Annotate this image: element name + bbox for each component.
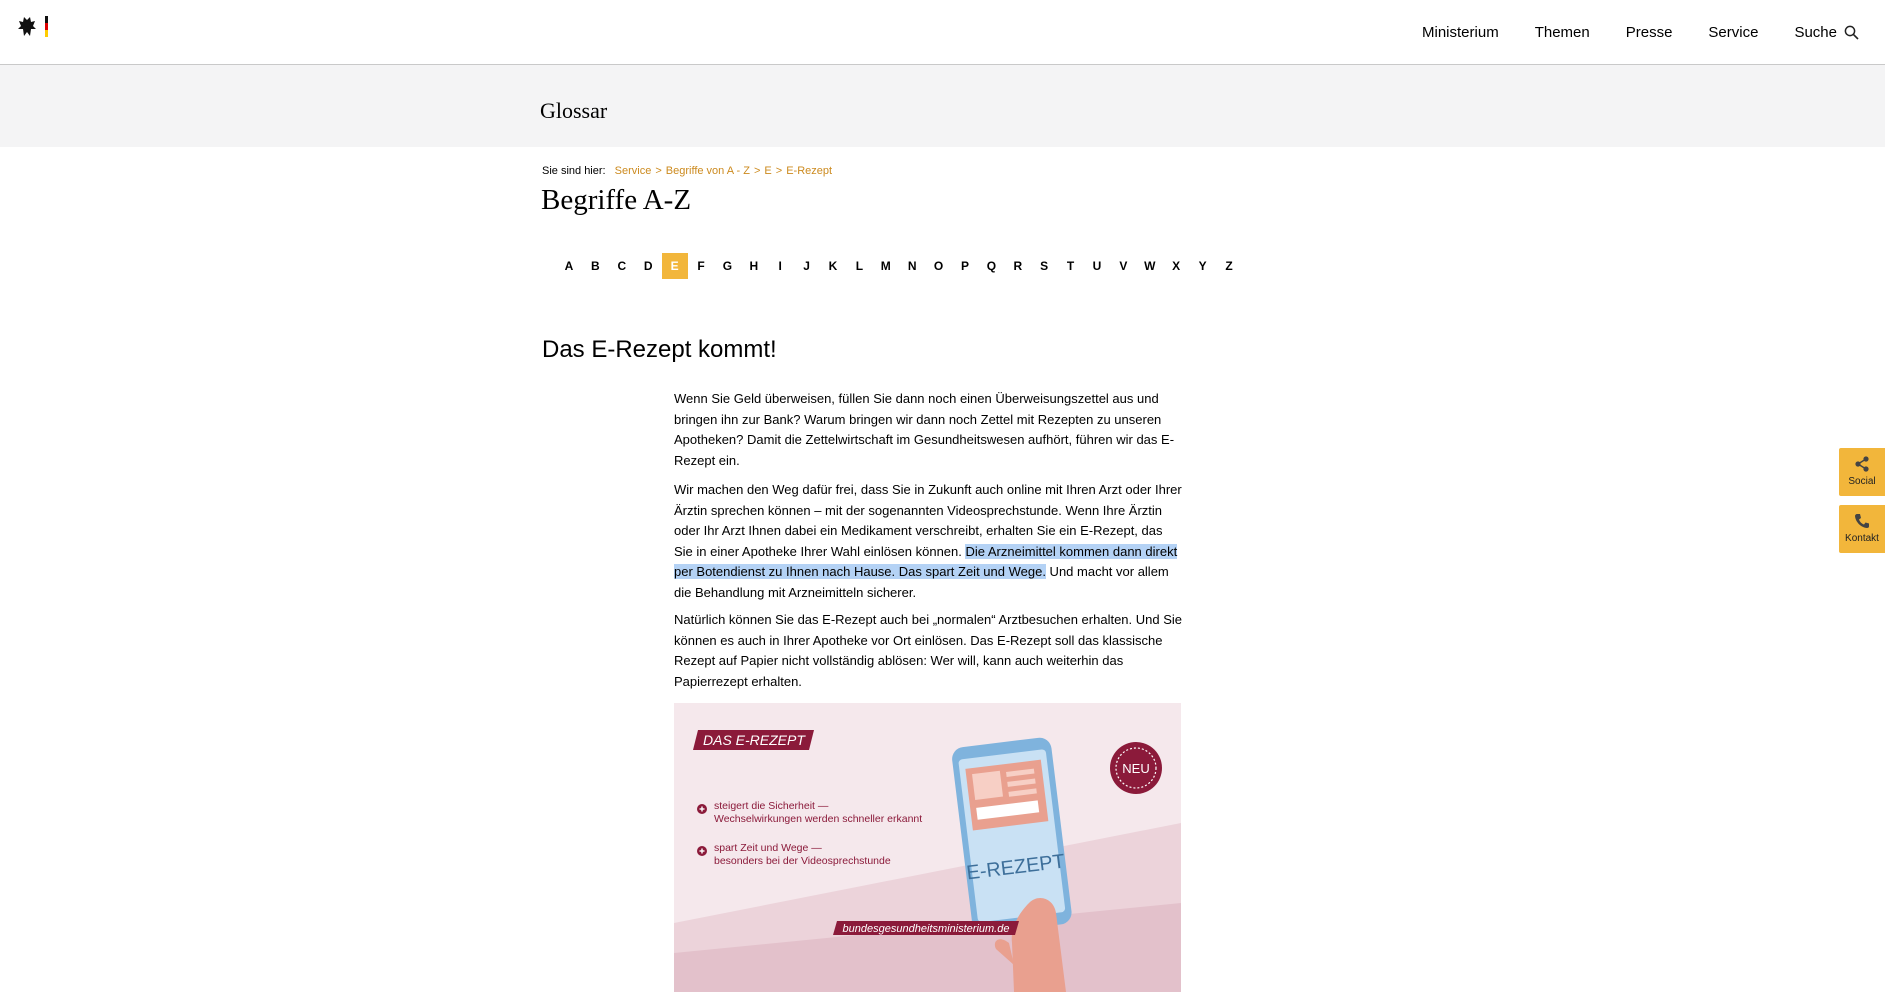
search-icon: [1844, 25, 1859, 40]
letter-u[interactable]: U: [1092, 259, 1102, 273]
letter-c[interactable]: C: [617, 259, 627, 273]
letter-m[interactable]: M: [880, 259, 891, 273]
kontakt-button[interactable]: [1839, 505, 1885, 553]
nav-themen[interactable]: Themen: [1534, 23, 1590, 41]
neu-badge: NEU: [1122, 761, 1150, 776]
letter-j[interactable]: J: [803, 259, 810, 273]
letter-q[interactable]: Q: [986, 259, 997, 273]
site-header: [0, 0, 1885, 65]
breadcrumb-begriffe[interactable]: Begriffe von A - Z: [665, 165, 750, 177]
letter-h[interactable]: H: [749, 259, 759, 273]
letter-f[interactable]: F: [697, 259, 705, 273]
nav-suche[interactable]: [1794, 24, 1859, 41]
letter-b[interactable]: B: [591, 259, 600, 273]
letter-o[interactable]: O: [933, 259, 944, 273]
bullet-1-line-1: steigert die Sicherheit —: [714, 800, 829, 812]
breadcrumb: Sie sind hier: Service > Begriffe von A - Z > E > E-Rezept: [542, 165, 833, 177]
main-nav: [1386, 0, 1859, 64]
letter-l[interactable]: L: [855, 259, 864, 273]
kontakt-label: Kontakt: [1845, 533, 1879, 544]
article-paragraph-2: [674, 480, 1184, 603]
share-icon: [1853, 455, 1871, 473]
letter-t[interactable]: T: [1066, 259, 1075, 273]
page-title: Begriffe A-Z: [541, 184, 692, 216]
breadcrumb-lead: Sie sind hier:: [542, 165, 606, 177]
social-button[interactable]: [1839, 448, 1885, 496]
breadcrumb-erezept[interactable]: E-Rezept: [786, 165, 833, 177]
letter-k[interactable]: K: [828, 259, 838, 273]
letter-d[interactable]: D: [643, 259, 653, 273]
nav-presse[interactable]: Presse: [1625, 23, 1673, 41]
letter-g[interactable]: G: [722, 259, 733, 273]
letter-r[interactable]: R: [1013, 259, 1023, 273]
federal-eagle-logo-icon[interactable]: [14, 14, 50, 40]
infographic-url: bundesgesundheitsministerium.de: [842, 923, 1010, 935]
nav-ministerium[interactable]: Ministerium: [1422, 23, 1499, 41]
social-label: Social: [1848, 476, 1876, 487]
letter-w[interactable]: W: [1144, 259, 1156, 273]
bullet-1-line-2: Wechselwirkungen werden schneller erkannt: [714, 813, 923, 825]
letter-i[interactable]: I: [778, 259, 782, 273]
phone-icon: [1853, 512, 1871, 530]
article-paragraph-1: Wenn Sie Geld überweisen, füllen Sie dann noch einen Überweisungszettel aus und bringen ihn zur Bank? Warum bringen wir dann noch Zettel mit Rezepten zu unseren Apotheken? Damit die Zettelwirtschaft im Gesundheitswesen aufhört, führen wir das E-Rezept ein.: [674, 391, 1175, 468]
letter-z[interactable]: Z: [1225, 259, 1233, 273]
article-paragraph-3: Natürlich können Sie das E-Rezept auch bei „normalen“ Arztbesuchen erhalten. Und Sie können es auch in Ihrer Apotheke vor Ort einlösen. Das E-Rezept soll das klassische Rezept auf Papier nicht vollständig ablösen: Wer will, kann auch weiterhin das Papierrezept erhalten.: [674, 612, 1183, 689]
letter-n[interactable]: N: [907, 259, 917, 273]
letter-x[interactable]: X: [1172, 259, 1181, 273]
breadcrumb-service[interactable]: Service: [614, 165, 652, 177]
nav-service[interactable]: Service: [1708, 23, 1759, 41]
letter-a[interactable]: A: [564, 259, 574, 273]
nav-suche-label: Suche: [1794, 23, 1837, 41]
letter-y[interactable]: Y: [1198, 259, 1207, 273]
bullet-2-line-1: spart Zeit und Wege —: [714, 842, 822, 854]
letter-p[interactable]: P: [960, 259, 969, 273]
letter-s[interactable]: S: [1040, 259, 1049, 273]
letter-e[interactable]: E: [662, 253, 688, 279]
article-heading: Das E-Rezept kommt!: [542, 336, 777, 363]
infographic-title: DAS E-REZEPT: [703, 732, 805, 748]
letter-v[interactable]: V: [1119, 259, 1128, 273]
band-title: Glossar: [540, 98, 608, 123]
page-band: [0, 65, 1885, 147]
erezept-infographic: [674, 703, 1181, 992]
paragraph-2-text: Wir machen den Weg dafür frei, dass Sie in Zukunft auch online mit Ihren Arzt oder Ihrer Ärztin sprechen können – mit der sogenannten Videosprechstunde. Wenn Ihre Ärztin oder Ihr Arzt Ihnen dabei ein Medikament verschreibt, erhalten Sie ein E-Rezept, das Sie in einer Apotheke Ihrer Wahl einlösen können.: [674, 482, 1182, 559]
bullet-2-line-2: besonders bei der Videosprechstunde: [714, 855, 891, 867]
breadcrumb-e[interactable]: E: [764, 165, 772, 177]
selected-text: Die Arzneimittel kommen dann direkt per Botendienst zu Ihnen nach Hause. Das spart Zeit und Wege.: [674, 543, 1178, 579]
paragraph-2-text-end: Und macht vor allem die Behandlung mit Arzneimitteln sicherer.: [674, 564, 1169, 600]
phone-erezept-label: E-REZEPT: [965, 850, 1067, 885]
